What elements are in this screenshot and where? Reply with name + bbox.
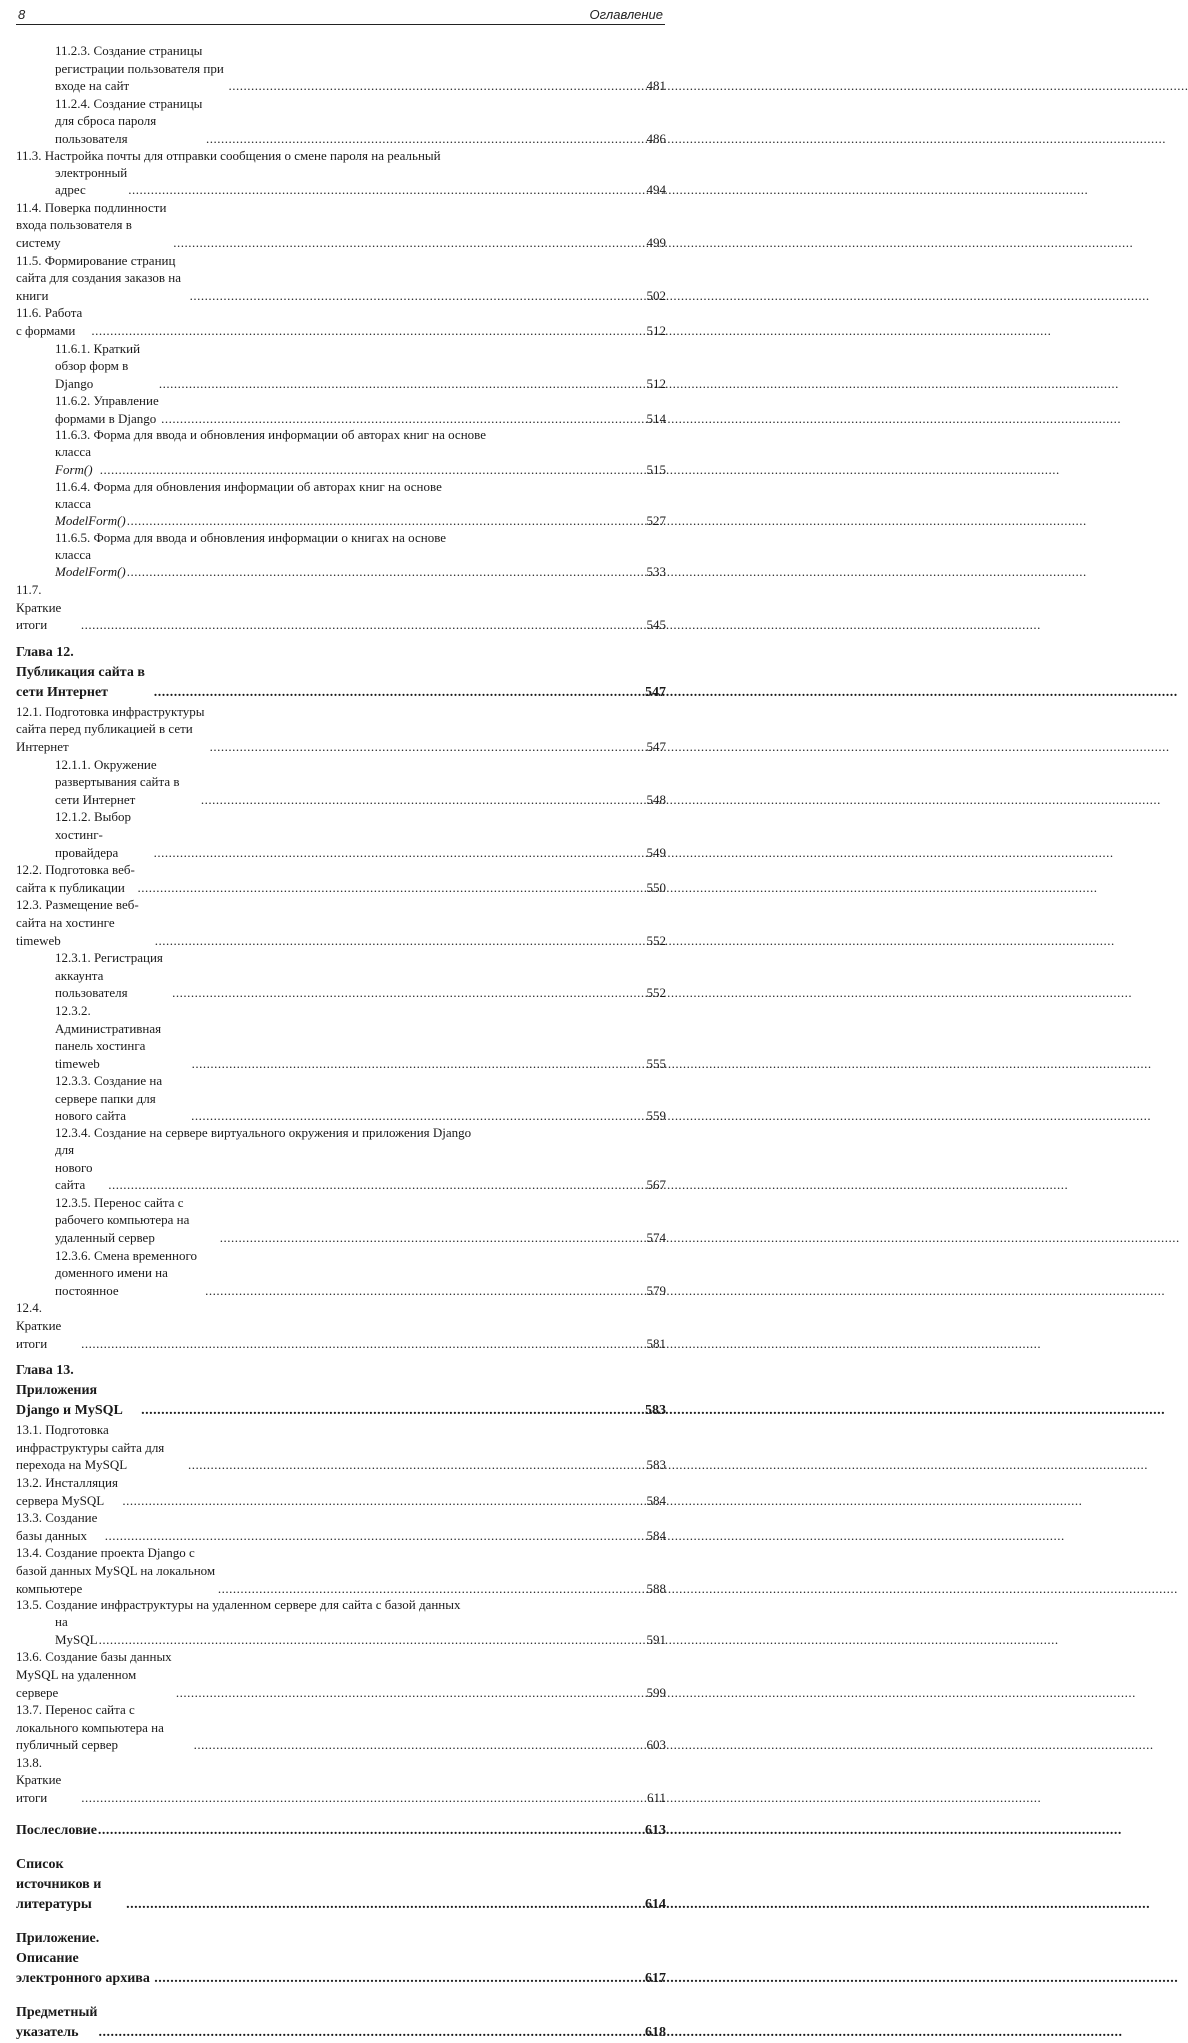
toc-afterword: Послесловие ..... 613 (16, 1821, 666, 1841)
toc-entry: 12.3.2. Административная панель хостинга timeweb ..... 555 (16, 1002, 666, 1072)
toc-entry: 11.7. Краткие итоги ..... 545 (16, 581, 666, 634)
toc-entry: 12.3. Размещение веб-сайта на хостинге timeweb ..... 552 (16, 896, 666, 949)
toc-bibliography: Список источников и литературы ..... 614 (16, 1855, 666, 1915)
toc-entry: 11.2.3. Создание страницы регистрации пользователя при входе на сайт ..... 481 (16, 42, 666, 95)
toc-entry: 12.1.1. Окружение развертывания сайта в сети Интернет ..... 548 (16, 756, 666, 809)
running-title: Оглавление (589, 7, 663, 22)
toc-entry: 12.3.5. Перенос сайта с рабочего компьютера на удаленный сервер ..... 574 (16, 1194, 666, 1247)
toc-index: Предметный указатель ..... 618 (16, 2003, 666, 2043)
toc-entry: 12.3.4. Создание на сервере виртуального окружения и приложения Django для нового сайта ..... 567 (16, 1125, 666, 1194)
toc-entry: 12.3.1. Регистрация аккаунта пользователя ..... 552 (16, 949, 666, 1002)
running-header (16, 4, 665, 25)
toc-entry: 13.8. Краткие итоги ..... 611 (16, 1754, 666, 1807)
toc-entry: 13.2. Инсталляция сервера MySQL ..... 584 (16, 1474, 666, 1509)
toc-entry: 11.6.1. Краткий обзор форм в Django ..... 512 (16, 340, 666, 393)
toc-entry: 12.4. Краткие итоги ..... 581 (16, 1299, 666, 1352)
toc-entry: 12.3.3. Создание на сервере папки для нового сайта ..... 559 (16, 1072, 666, 1125)
toc-entry: 11.3. Настройка почты для отправки сообщения о смене пароля на реальный электронный адрес ..... 494 (16, 148, 666, 199)
toc-entry: 13.1. Подготовка инфраструктуры сайта для перехода на MySQL ..... 583 (16, 1421, 666, 1474)
toc-entry: 13.7. Перенос сайта с локального компьютера на публичный сервер ..... 603 (16, 1701, 666, 1754)
toc-entry: 11.4. Поверка подлинности входа пользователя в систему ..... 499 (16, 199, 666, 252)
toc-entry: 11.6.4. Форма для обновления информации об авторах книг на основе класса ModelForm() ..... 527 (16, 479, 666, 530)
toc-entry: 11.6.3. Форма для ввода и обновления информации об авторах книг на основе класса Form() ..... 515 (16, 427, 666, 478)
toc-entry: 11.6. Работа с формами ..... 512 (16, 304, 666, 339)
toc-entry: 13.3. Создание базы данных ..... 584 (16, 1509, 666, 1544)
toc-entry: 11.2.4. Создание страницы для сброса пароля пользователя ..... 486 (16, 95, 666, 148)
toc-entry: 12.1.2. Выбор хостинг-провайдера ..... 549 (16, 808, 666, 861)
table-of-contents (16, 42, 666, 2043)
toc-entry: 11.5. Формирование страниц сайта для создания заказов на книги ..... 502 (16, 252, 666, 305)
toc-entry: 11.6.5. Форма для ввода и обновления информации о книгах на основе класса ModelForm() ..... 533 (16, 530, 666, 581)
toc-entry: 13.5. Создание инфраструктуры на удаленном сервере для сайта с базой данных на MySQL ..... 591 (16, 1597, 666, 1648)
toc-entry: 13.4. Создание проекта Django с базой данных MySQL на локальном компьютере ..... 588 (16, 1544, 666, 1597)
toc-entry: 13.6. Создание базы данных MySQL на удаленном сервере ..... 599 (16, 1648, 666, 1701)
toc-entry: 12.3.6. Смена временного доменного имени на постоянное ..... 579 (16, 1247, 666, 1300)
toc-entry: 11.6.2. Управление формами в Django ..... 514 (16, 392, 666, 427)
toc-chapter-12: Глава 12. Публикация сайта в сети Интернет ..... 547 (16, 643, 666, 703)
toc-chapter-13: Глава 13. Приложения Django и MySQL ..... 583 (16, 1361, 666, 1421)
toc-appendix: Приложение. Описание электронного архива ..... 617 (16, 1929, 666, 1989)
toc-entry: 12.2. Подготовка веб-сайта к публикации ..... 550 (16, 861, 666, 896)
page-number: 8 (18, 7, 26, 22)
toc-entry: 12.1. Подготовка инфраструктуры сайта перед публикацией в сети Интернет ..... 547 (16, 703, 666, 756)
